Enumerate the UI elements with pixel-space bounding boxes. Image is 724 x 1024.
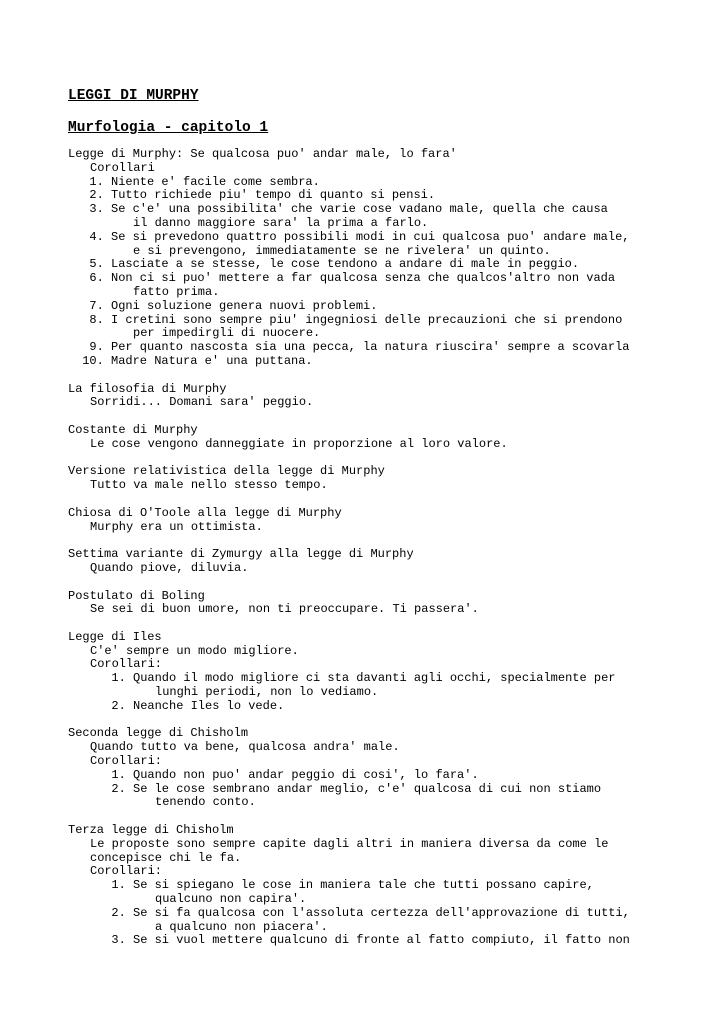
document-title: LEGGI DI MURPHY bbox=[68, 88, 199, 104]
corollary-item bbox=[68, 672, 698, 686]
law-section bbox=[68, 424, 698, 452]
corollary-number bbox=[68, 921, 133, 935]
corollary-text: Se le cose sembrano andar meglio, c'e' qualcosa di cui non stiamo bbox=[133, 781, 602, 796]
document-page bbox=[68, 86, 698, 962]
corollary-text: Non ci si puo' mettere a far qualcosa senza che qualcos'altro non vada bbox=[111, 271, 616, 286]
corollary-item bbox=[68, 934, 698, 948]
corollari-label: Corollari: bbox=[90, 864, 163, 879]
law-sections bbox=[68, 148, 698, 948]
corollary-number: 1. bbox=[111, 878, 133, 893]
corollary-number: 10. bbox=[82, 353, 111, 368]
corollary-number bbox=[68, 217, 111, 231]
corollary-number: 9. bbox=[89, 340, 111, 355]
corollary-text: lunghi periodi, non lo vediamo. bbox=[155, 685, 379, 700]
law-section bbox=[68, 148, 698, 369]
corollary-text: per impedirgli di nuocere. bbox=[133, 326, 321, 341]
corollary-list bbox=[68, 879, 698, 948]
corollary-number bbox=[68, 286, 111, 300]
corollary-item bbox=[68, 217, 698, 231]
corollary-text: Se si spiegano le cose in maniera tale che tutti possano capire, bbox=[133, 878, 594, 893]
law-title: Costante di Murphy bbox=[68, 422, 198, 437]
corollary-number: 1. bbox=[111, 767, 133, 782]
corollary-item bbox=[68, 245, 698, 259]
corollary-item bbox=[68, 921, 698, 935]
corollary-text: Madre Natura e' una puttana. bbox=[111, 353, 313, 368]
corollary-item bbox=[68, 258, 698, 272]
corollary-item bbox=[68, 176, 698, 190]
corollary-text: Per quanto nascosta sia una pecca, la natura riuscira' sempre a scovarla bbox=[111, 340, 630, 355]
law-text-line: Quando tutto va bene, qualcosa andra' male. bbox=[90, 740, 400, 755]
corollary-item bbox=[68, 272, 698, 286]
law-section bbox=[68, 507, 698, 535]
corollary-text: Se si vuol mettere qualcuno di fronte al fatto compiuto, il fatto non bbox=[133, 933, 630, 948]
corollary-text: Se si fa qualcosa con l'assoluta certezza dell'approvazione di tutti, bbox=[133, 905, 630, 920]
corollary-number: 5. bbox=[89, 257, 111, 272]
corollary-number: 2. bbox=[111, 781, 133, 796]
law-text-line: Sorridi... Domani sara' peggio. bbox=[90, 395, 314, 410]
corollary-text: Quando non puo' andar peggio di cosi', lo fara'. bbox=[133, 767, 479, 782]
corollary-item bbox=[68, 189, 698, 203]
law-title: Terza legge di Chisholm bbox=[68, 823, 234, 838]
corollary-item bbox=[68, 203, 698, 217]
corollary-text: a qualcuno non piacera'. bbox=[155, 919, 328, 934]
corollary-item bbox=[68, 686, 698, 700]
corollary-text: Se si prevedono quattro possibili modi in cui qualcosa puo' andare male, bbox=[111, 229, 630, 244]
corollari-label: Corollari: bbox=[90, 754, 163, 769]
law-title: Seconda legge di Chisholm bbox=[68, 726, 249, 741]
corollary-text: Niente e' facile come sembra. bbox=[111, 174, 320, 189]
law-text-line: Se sei di buon umore, non ti preoccupare. Ti passera'. bbox=[90, 602, 479, 617]
law-title: Versione relativistica della legge di Murphy bbox=[68, 464, 385, 479]
corollary-text: I cretini sono sempre piu' ingegniosi delle precauzioni che si prendono bbox=[111, 312, 623, 327]
corollary-item bbox=[68, 286, 698, 300]
corollary-item bbox=[68, 796, 698, 810]
corollary-number: 3. bbox=[111, 933, 133, 948]
corollary-number: 3. bbox=[89, 202, 111, 217]
corollary-item bbox=[68, 769, 698, 783]
corollary-item bbox=[68, 327, 698, 341]
law-title: Chiosa di O'Toole alla legge di Murphy bbox=[68, 505, 342, 520]
law-text-line: Le cose vengono danneggiate in proporzione al loro valore. bbox=[90, 436, 508, 451]
law-text-line: C'e' sempre un modo migliore. bbox=[90, 643, 299, 658]
corollary-item bbox=[68, 341, 698, 355]
law-title: Settima variante di Zymurgy alla legge di Murphy bbox=[68, 547, 414, 562]
law-text-line: Le proposte sono sempre capite dagli altri in maniera diversa da come le bbox=[90, 836, 609, 851]
corollary-number: 8. bbox=[89, 312, 111, 327]
corollary-text: Se c'e' una possibilita' che varie cose vadano male, quella che causa bbox=[111, 202, 608, 217]
corollary-number: 1. bbox=[89, 174, 111, 189]
law-text-line: concepisce chi le fa. bbox=[90, 850, 242, 865]
corollary-text: il danno maggiore sara' la prima a farlo. bbox=[133, 215, 429, 230]
law-text-line: Quando piove, diluvia. bbox=[90, 560, 249, 575]
corollary-number: 7. bbox=[89, 298, 111, 313]
corollary-text: tenendo conto. bbox=[155, 795, 256, 810]
law-title: Legge di Murphy: Se qualcosa puo' andar male, lo fara' bbox=[68, 147, 457, 161]
law-section bbox=[68, 824, 698, 948]
law-text-line: Tutto va male nello stesso tempo. bbox=[90, 478, 328, 493]
corollary-item bbox=[68, 314, 698, 328]
law-text-line: Murphy era un ottimista. bbox=[90, 519, 263, 534]
corollary-number bbox=[68, 893, 133, 907]
corollary-number bbox=[68, 796, 133, 810]
corollary-number bbox=[68, 686, 133, 700]
corollary-item bbox=[68, 783, 698, 797]
corollary-text: qualcuno non capira'. bbox=[155, 892, 307, 907]
chapter-heading: Murfologia - capitolo 1 bbox=[68, 120, 269, 136]
corollari-label: Corollari bbox=[90, 160, 155, 175]
law-title: Legge di Iles bbox=[68, 629, 162, 644]
corollary-number: 6. bbox=[89, 271, 111, 286]
law-title: Postulato di Boling bbox=[68, 588, 205, 603]
corollary-number bbox=[68, 245, 111, 259]
law-section bbox=[68, 590, 698, 618]
corollary-item bbox=[68, 879, 698, 893]
law-section bbox=[68, 465, 698, 493]
corollary-item bbox=[68, 300, 698, 314]
corollary-text: Quando il modo migliore ci sta davanti agli occhi, specialmente per bbox=[133, 671, 616, 686]
corollary-text: e si prevengono, immediatamente se ne rivelera' un quinto. bbox=[133, 243, 551, 258]
corollary-number: 4. bbox=[89, 229, 111, 244]
corollary-number: 2. bbox=[111, 905, 133, 920]
corollary-list bbox=[68, 176, 698, 369]
corollary-list bbox=[68, 672, 698, 713]
law-section bbox=[68, 727, 698, 810]
corollary-text: Neanche Iles lo vede. bbox=[133, 698, 285, 713]
corollary-item bbox=[68, 700, 698, 714]
law-section bbox=[68, 631, 698, 714]
corollary-list bbox=[68, 769, 698, 810]
corollary-text: fatto prima. bbox=[133, 284, 220, 299]
corollary-number: 2. bbox=[111, 698, 133, 713]
corollary-text: Lasciate a se stesse, le cose tendono a andare di male in peggio. bbox=[111, 257, 580, 272]
corollary-item bbox=[68, 907, 698, 921]
corollary-number bbox=[68, 327, 111, 341]
law-section bbox=[68, 383, 698, 411]
corollary-item bbox=[68, 231, 698, 245]
corollary-number: 1. bbox=[111, 671, 133, 686]
corollary-text: Tutto richiede piu' tempo di quanto si pensi. bbox=[111, 188, 436, 203]
law-title: La filosofia di Murphy bbox=[68, 381, 227, 396]
corollary-text: Ogni soluzione genera nuovi problemi. bbox=[111, 298, 378, 313]
corollary-number: 2. bbox=[89, 188, 111, 203]
corollary-item bbox=[68, 893, 698, 907]
corollari-label: Corollari: bbox=[90, 657, 163, 672]
corollary-item bbox=[68, 355, 698, 369]
law-section bbox=[68, 548, 698, 576]
